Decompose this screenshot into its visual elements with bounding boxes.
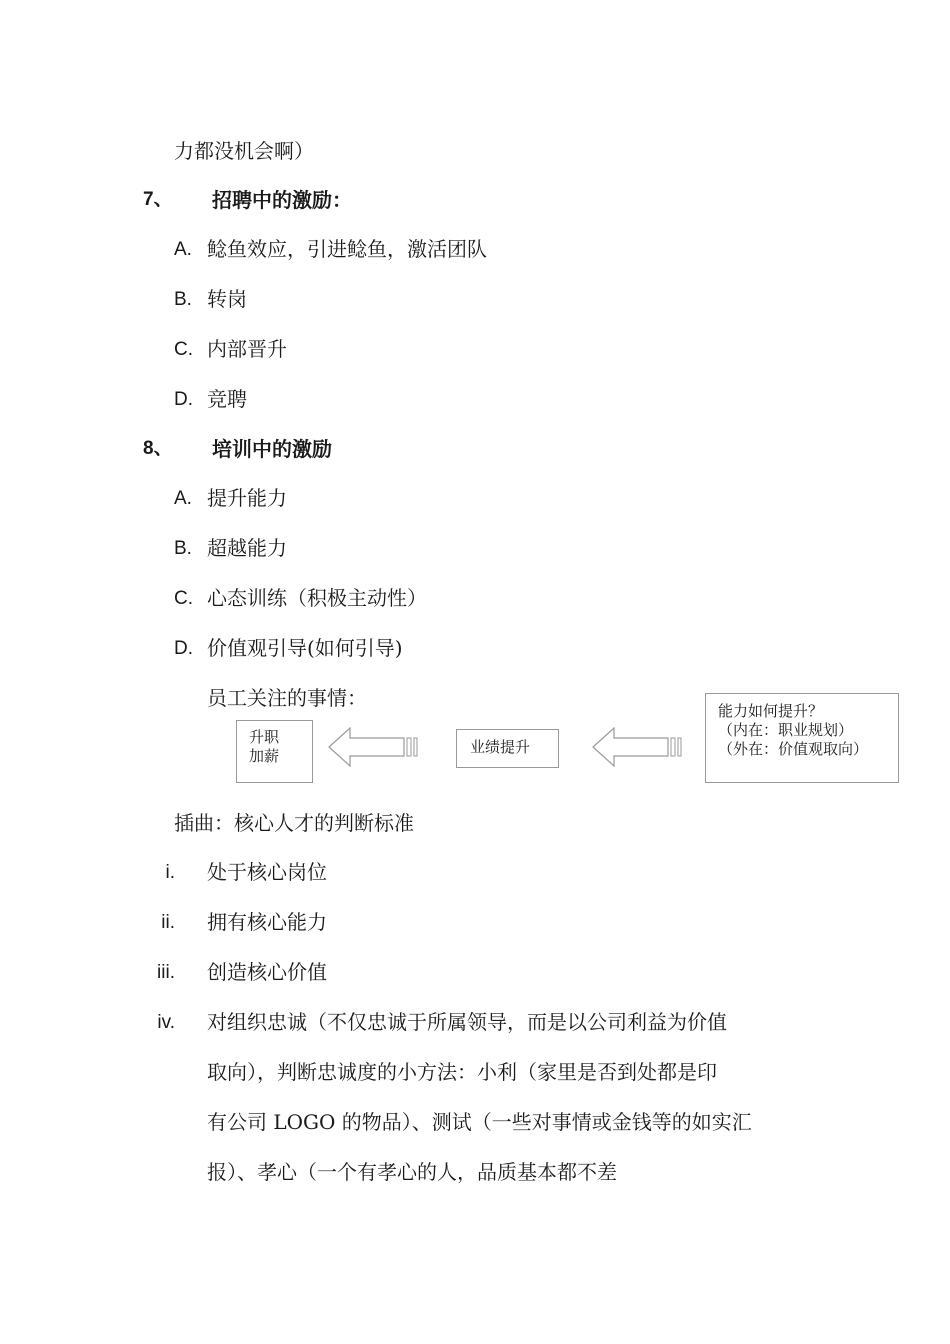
list-item: 心态训练（积极主动性）	[207, 586, 427, 610]
list-item-line: 取向），判断忠诚度的小方法：小利（家里是否到处都是印	[207, 1060, 717, 1084]
list-marker: iv.	[157, 1012, 175, 1033]
continuation-text: 力都没机会啊）	[174, 139, 314, 163]
ability-box	[705, 693, 899, 783]
list-item: 价值观引导(如何引导)	[207, 636, 403, 660]
performance-box	[456, 729, 559, 768]
list-marker: iii.	[157, 962, 175, 983]
list-marker: B.	[174, 289, 192, 310]
interlude-title: 插曲：核心人才的判断标准	[174, 811, 414, 835]
ability-box-line: （外在：价值观取向）	[718, 740, 869, 758]
section-7-number: 7、	[143, 189, 173, 210]
promotion-box	[236, 720, 313, 783]
list-item: 转岗	[207, 287, 247, 311]
list-marker: D.	[174, 638, 193, 659]
section-8-number: 8、	[143, 438, 173, 459]
list-marker: C.	[174, 588, 193, 609]
left-arrow-icon	[592, 727, 684, 767]
list-marker: ii.	[161, 912, 175, 933]
ability-box-line: 能力如何提升？	[718, 702, 824, 720]
list-item-line: 对组织忠诚（不仅忠诚于所属领导，而是以公司利益为价值	[207, 1010, 727, 1034]
promotion-box-line: 加薪	[249, 747, 280, 765]
left-arrow-icon	[328, 727, 420, 767]
performance-box-label: 业绩提升	[470, 738, 531, 756]
list-item: 内部晋升	[207, 337, 287, 361]
list-item: 竞聘	[207, 387, 247, 411]
list-item-line: 有公司 LOGO 的物品）、测试（一些对事情或金钱等的如实汇	[207, 1110, 752, 1134]
section-7-title: 招聘中的激励：	[212, 188, 352, 212]
list-item: 鲶鱼效应，引进鲶鱼，激活团队	[207, 237, 487, 261]
promotion-box-line: 升职	[249, 728, 280, 746]
list-marker: D.	[174, 389, 193, 410]
list-item: 超越能力	[207, 536, 287, 560]
list-item: 处于核心岗位	[207, 860, 327, 884]
employee-focus-label: 员工关注的事情：	[207, 686, 367, 710]
ability-box-line: （内在：职业规划）	[718, 721, 854, 739]
list-marker: C.	[174, 339, 193, 360]
list-item-line: 报）、孝心（一个有孝心的人，品质基本都不差	[207, 1160, 617, 1184]
list-marker: B.	[174, 538, 192, 559]
list-item: 提升能力	[207, 486, 287, 510]
list-marker: A.	[174, 488, 192, 509]
list-item: 拥有核心能力	[207, 910, 327, 934]
list-marker: A.	[174, 239, 192, 260]
section-8-title: 培训中的激励	[212, 437, 332, 461]
list-marker: i.	[165, 862, 175, 883]
list-item: 创造核心价值	[207, 960, 327, 984]
